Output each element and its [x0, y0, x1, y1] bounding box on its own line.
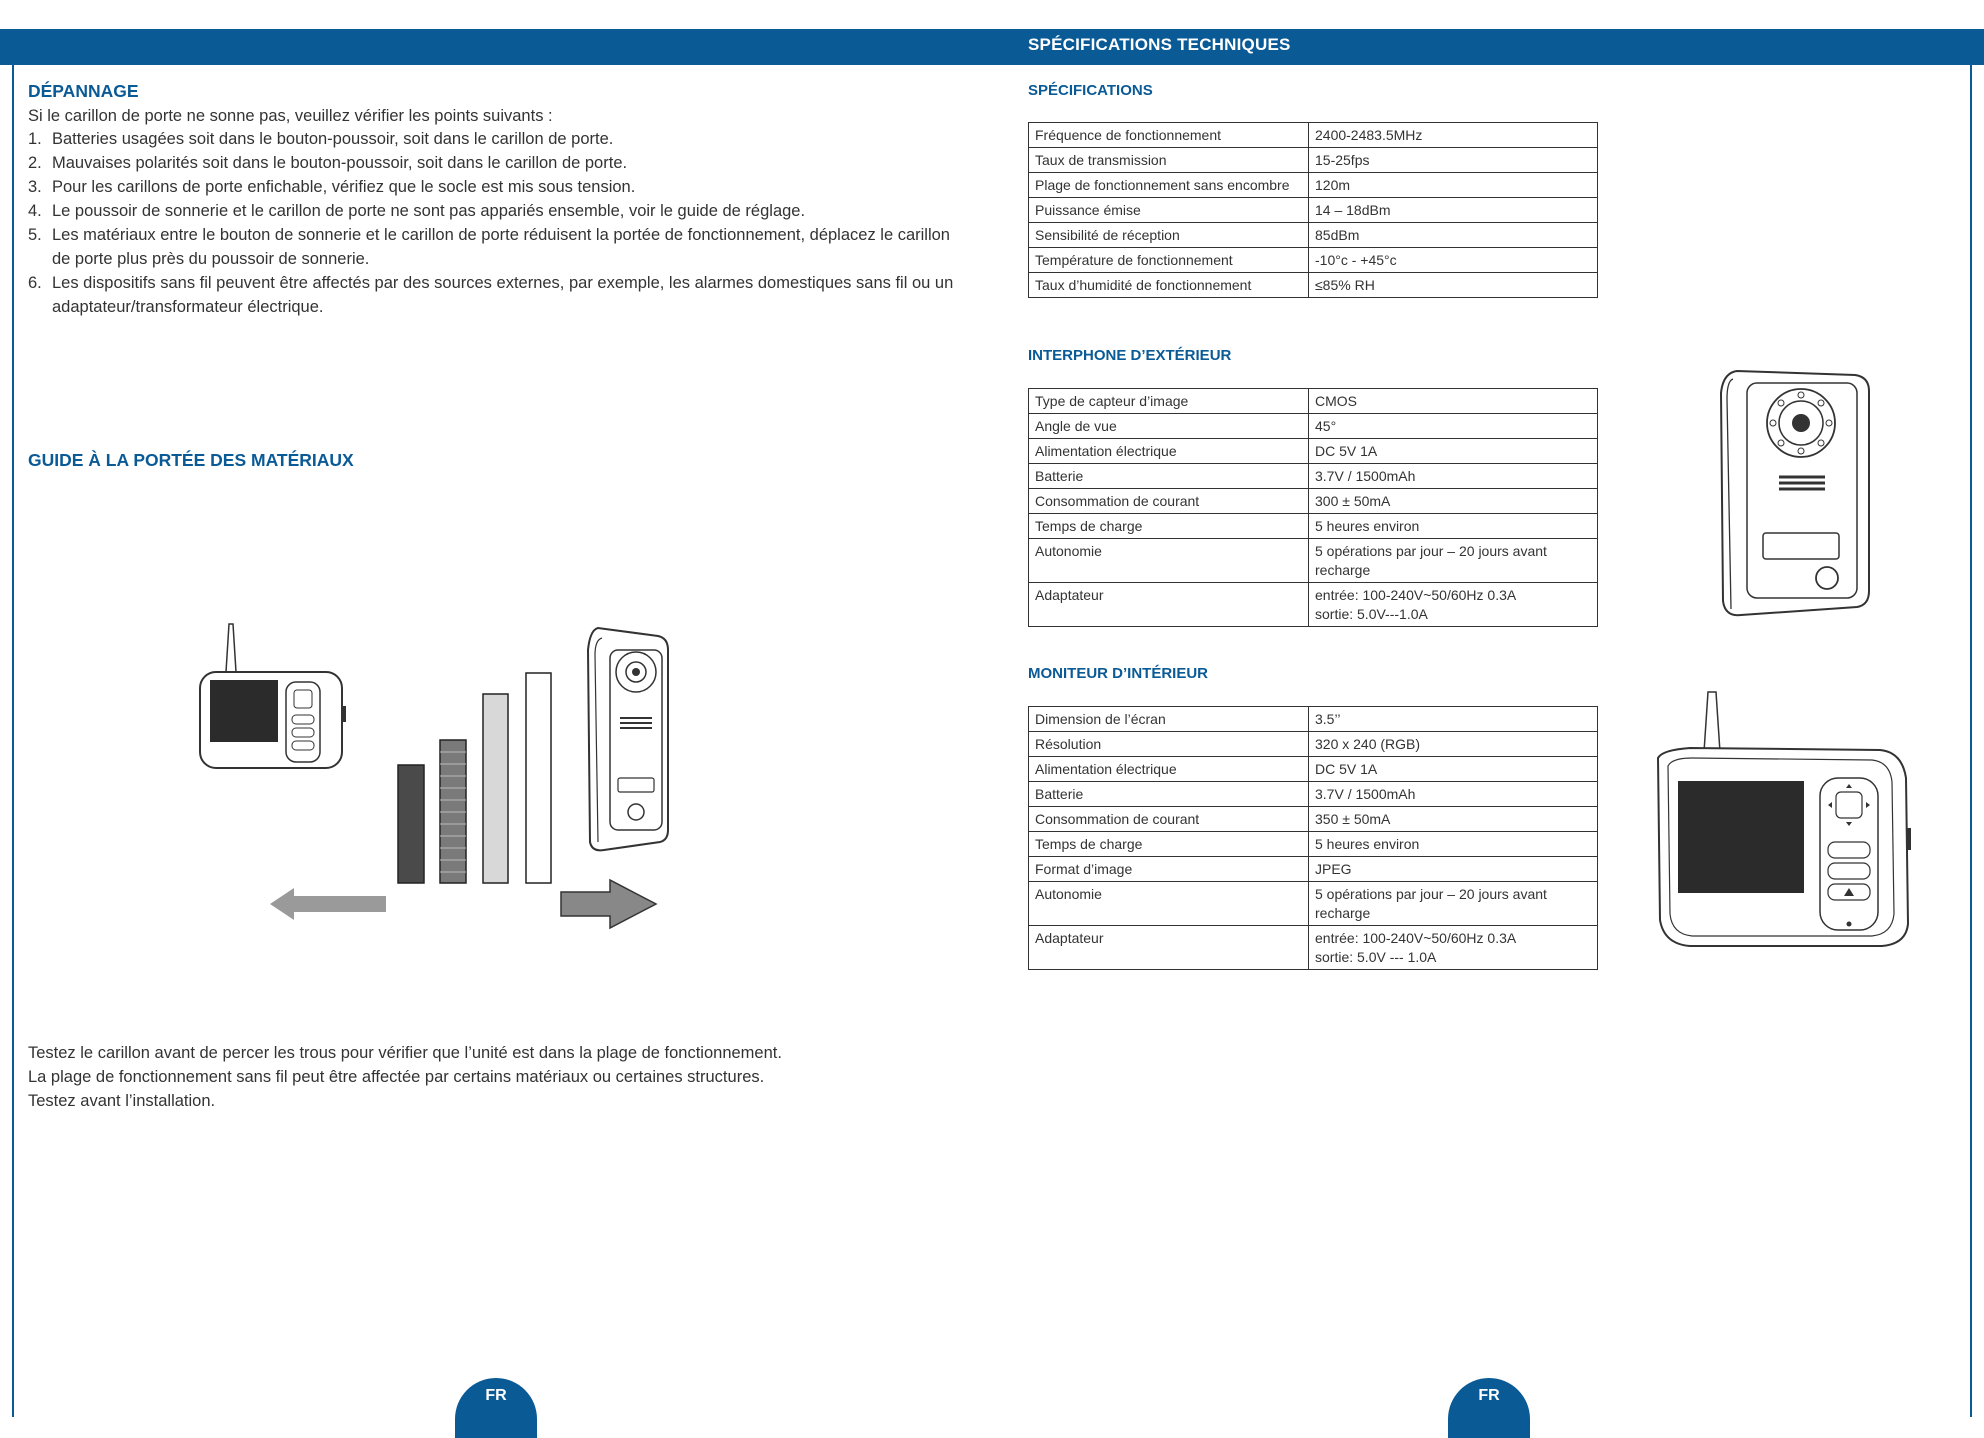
materials-guide-title: GUIDE À LA PORTÉE DES MATÉRIAUX: [28, 450, 354, 470]
outdoor-title: INTERPHONE D’EXTÉRIEUR: [1028, 347, 1232, 364]
list-item: 1. Batteries usagées soit dans le bouton-poussoir, soit dans le carillon de porte.: [28, 130, 614, 148]
materials-note-2: La plage de fonctionnement sans fil peut être affectée par certains matériaux ou certaines structures.: [28, 1068, 765, 1086]
wall-wood-icon: [483, 694, 508, 883]
indoor-title: MONITEUR D’INTÉRIEUR: [1028, 665, 1208, 682]
table-row: Autonomie 5 opérations par jour – 20 jours avant recharge: [1029, 539, 1598, 583]
materials-note-3: Testez avant l’installation.: [28, 1092, 216, 1110]
table-row: Taux d’humidité de fonctionnement ≤85% RH: [1029, 273, 1598, 298]
table-row: Dimension de l’écran 3.5’’: [1029, 707, 1598, 732]
table-row: Plage de fonctionnement sans encombre 120m: [1029, 173, 1598, 198]
table-row: Alimentation électrique DC 5V 1A: [1029, 439, 1598, 464]
table-row: Température de fonctionnement -10°c - +45°c: [1029, 248, 1598, 273]
indoor-table: [1028, 706, 1598, 970]
table-row: Format d’image JPEG: [1029, 857, 1598, 882]
list-item: 4. Le poussoir de sonnerie et le carillon de porte ne sont pas appariés ensemble, voir le guide de réglage.: [28, 202, 806, 220]
wall-glass-icon: [526, 673, 551, 883]
troubleshooting-title: DÉPANNAGE: [28, 81, 139, 101]
table-row: Type de capteur d’image CMOS: [1029, 389, 1598, 414]
table-row: Batterie 3.7V / 1500mAh: [1029, 782, 1598, 807]
list-item: 3. Pour les carillons de porte enfichable, vérifiez que le socle est mis sous tension.: [28, 178, 636, 196]
table-row: Taux de transmission 15-25fps: [1029, 148, 1598, 173]
table-row: Adaptateur entrée: 100-240V~50/60Hz 0.3A sortie: 5.0V---1.0A: [1029, 583, 1598, 627]
materials-note-1: Testez le carillon avant de percer les trous pour vérifier que l’unité est dans la plage de fonctionnement.: [28, 1044, 782, 1062]
wall-metal-icon: [398, 765, 424, 883]
materials-range-figure: [190, 610, 750, 940]
specs-title: SPÉCIFICATIONS: [1028, 82, 1153, 99]
table-row: Autonomie 5 opérations par jour – 20 jours avant recharge: [1029, 882, 1598, 926]
list-item: 2. Mauvaises polarités soit dans le bouton-poussoir, soit dans le carillon de porte.: [28, 154, 628, 172]
table-row: Fréquence de fonctionnement 2400-2483.5MHz: [1029, 123, 1598, 148]
right-margin-rule: [1970, 65, 1972, 1417]
language-tab-left: FR: [455, 1378, 537, 1438]
outdoor-unit-drawing: [1705, 365, 1875, 625]
list-item: 6. Les dispositifs sans fil peuvent être affectés par des sources externes, par exemple, les alarmes domestiques sans fil ou un adaptateur/transformateur électrique.: [28, 274, 954, 316]
language-tab-right: FR: [1448, 1378, 1530, 1438]
troubleshooting-list: [28, 127, 968, 319]
table-row: Résolution 320 x 240 (RGB): [1029, 732, 1598, 757]
table-row: Angle de vue 45°: [1029, 414, 1598, 439]
table-row: Consommation de courant 300 ± 50mA: [1029, 489, 1598, 514]
indoor-monitor-drawing: [1650, 688, 1920, 960]
table-row: Temps de charge 5 heures environ: [1029, 514, 1598, 539]
wall-brick-icon: [440, 740, 466, 883]
troubleshooting-intro: Si le carillon de porte ne sonne pas, veuillez vérifier les points suivants :: [28, 107, 553, 125]
table-row: Adaptateur entrée: 100-240V~50/60Hz 0.3A sortie: 5.0V --- 1.0A: [1029, 926, 1598, 970]
table-row: Temps de charge 5 heures environ: [1029, 832, 1598, 857]
table-row: Alimentation électrique DC 5V 1A: [1029, 757, 1598, 782]
table-row: Consommation de courant 350 ± 50mA: [1029, 807, 1598, 832]
outdoor-table: [1028, 388, 1598, 627]
outdoor-doorbell-icon: [588, 628, 668, 850]
table-row: Puissance émise 14 – 18dBm: [1029, 198, 1598, 223]
header-bar: [0, 29, 1984, 65]
table-row: Batterie 3.7V / 1500mAh: [1029, 464, 1598, 489]
specs-table: [1028, 122, 1598, 298]
table-row: Sensibilité de réception 85dBm: [1029, 223, 1598, 248]
list-item: 5. Les matériaux entre le bouton de sonnerie et le carillon de porte réduisent la portée de fonctionnement, déplacez le carillon de porte plus près du poussoir de sonnerie.: [28, 226, 950, 268]
page-title: SPÉCIFICATIONS TECHNIQUES: [1028, 35, 1291, 54]
left-margin-rule: [12, 65, 14, 1417]
